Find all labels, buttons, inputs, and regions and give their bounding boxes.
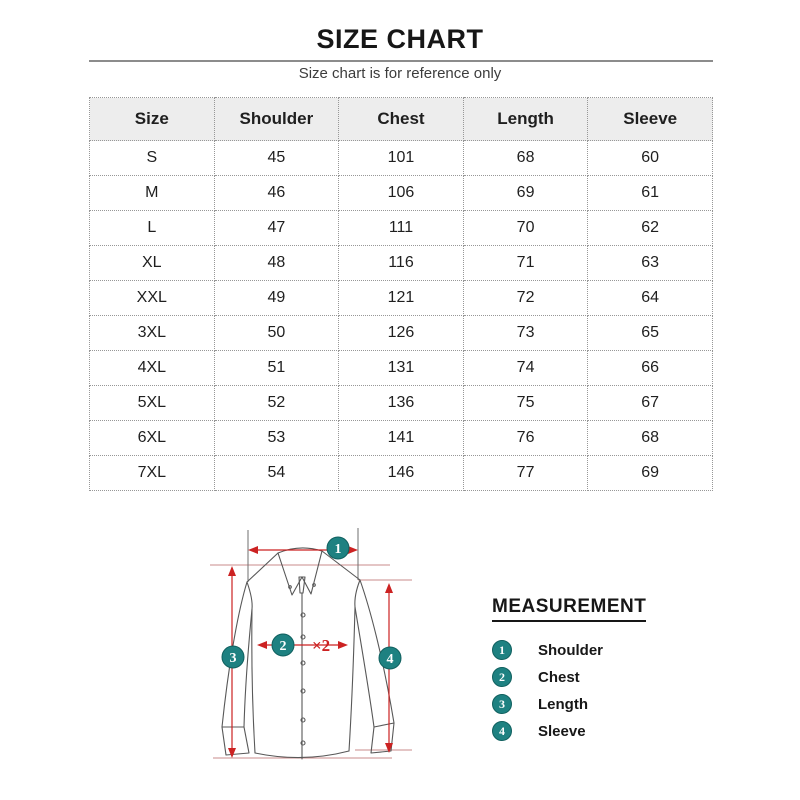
size-cell: 126 [339,316,464,351]
legend-badge-3: 3 [492,694,512,714]
size-cell: 53 [214,421,339,456]
size-cell: 5XL [90,386,215,421]
size-cell: 51 [214,351,339,386]
size-cell: 64 [588,281,713,316]
size-cell: 63 [588,246,713,281]
size-cell: 77 [463,456,588,491]
size-cell: 4XL [90,351,215,386]
size-cell: 121 [339,281,464,316]
size-cell: 66 [588,351,713,386]
size-cell: XL [90,246,215,281]
size-cell: 141 [339,421,464,456]
legend-heading: MEASUREMENT [492,596,646,622]
size-cell: 54 [214,456,339,491]
size-cell: 72 [463,281,588,316]
measurement-legend [492,596,722,741]
size-table-body [90,141,713,491]
size-cell: L [90,211,215,246]
table-row [90,316,713,351]
column-header: Sleeve [588,98,713,141]
table-row [90,281,713,316]
size-cell: 73 [463,316,588,351]
size-cell: 6XL [90,421,215,456]
size-cell: 52 [214,386,339,421]
legend-badge-4: 4 [492,721,512,741]
column-header: Length [463,98,588,141]
size-cell: 47 [214,211,339,246]
legend-item-shoulder [492,640,722,660]
size-table [89,97,713,491]
size-cell: 60 [588,141,713,176]
size-cell: 61 [588,176,713,211]
legend-label-chest: Chest [538,668,580,686]
page-title: SIZE CHART [316,24,484,54]
size-cell: XXL [90,281,215,316]
svg-text:4: 4 [386,652,394,667]
size-cell: 7XL [90,456,215,491]
size-cell: 49 [214,281,339,316]
table-row [90,176,713,211]
multiplier-label: ×2 [312,636,331,655]
size-cell: 71 [463,246,588,281]
shirt-measurement-diagram [165,515,495,785]
legend-item-sleeve [492,721,722,741]
size-cell: 69 [588,456,713,491]
size-cell: 106 [339,176,464,211]
legend-item-length [492,694,722,714]
column-header: Chest [339,98,464,141]
size-cell: 48 [214,246,339,281]
legend-label-length: Length [538,695,588,713]
marker-4 [379,647,401,669]
legend-badge-1: 1 [492,640,512,660]
table-row [90,246,713,281]
marker-3 [222,646,244,668]
table-row [90,211,713,246]
size-cell: 74 [463,351,588,386]
size-cell: 50 [214,316,339,351]
table-row [90,351,713,386]
size-cell: S [90,141,215,176]
size-cell: 45 [214,141,339,176]
size-cell: 146 [339,456,464,491]
size-cell: 75 [463,386,588,421]
size-table-header [90,98,713,141]
svg-text:3: 3 [229,651,237,666]
size-cell: 70 [463,211,588,246]
size-cell: M [90,176,215,211]
column-header: Size [90,98,215,141]
size-cell: 136 [339,386,464,421]
legend-item-chest [492,667,722,687]
size-cell: 62 [588,211,713,246]
legend-label-sleeve: Sleeve [538,722,586,740]
size-cell: 111 [339,211,464,246]
size-cell: 76 [463,421,588,456]
marker-1 [327,537,349,559]
table-row [90,456,713,491]
size-cell: 3XL [90,316,215,351]
svg-text:2: 2 [279,639,287,654]
size-cell: 131 [339,351,464,386]
size-cell: 116 [339,246,464,281]
table-row [90,386,713,421]
size-cell: 46 [214,176,339,211]
measure-arrows [228,546,393,758]
size-cell: 69 [463,176,588,211]
legend-badge-2: 2 [492,667,512,687]
collar-button [313,584,316,587]
table-row [90,141,713,176]
legend-label-shoulder: Shoulder [538,641,604,659]
table-row [90,421,713,456]
size-cell: 68 [588,421,713,456]
size-cell: 68 [463,141,588,176]
header-row [90,98,713,141]
size-cell: 65 [588,316,713,351]
collar-button [289,586,292,589]
size-cell: 101 [339,141,464,176]
title-divider [89,60,713,62]
size-cell: 67 [588,386,713,421]
svg-text:1: 1 [334,542,342,557]
column-header: Shoulder [214,98,339,141]
legend-items [492,640,722,741]
page-subtitle: Size chart is for reference only [298,65,502,82]
marker-2 [272,634,294,656]
